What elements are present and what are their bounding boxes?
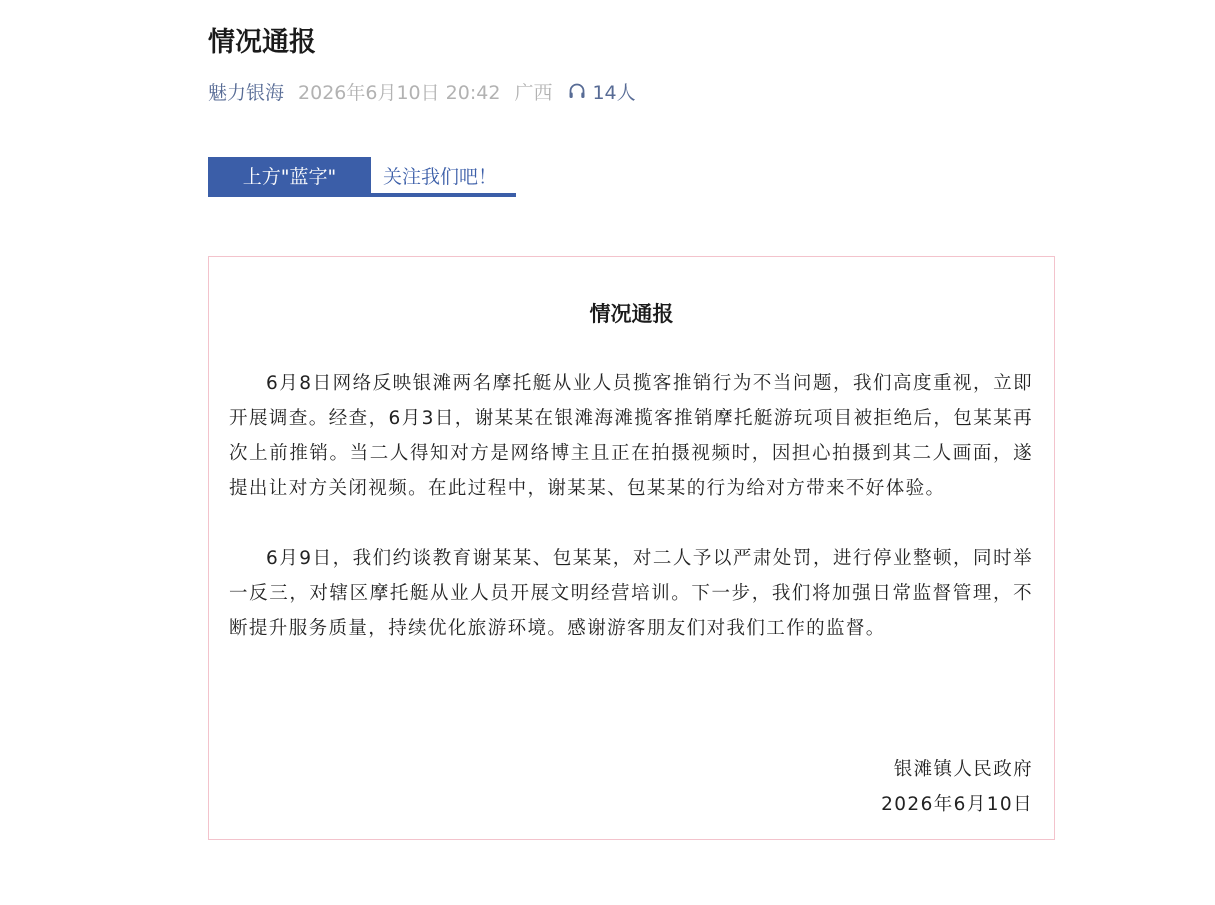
follow-banner-label: 上方"蓝字" [208,157,371,193]
article-title: 情况通报 [208,27,316,58]
publish-time: 2026年6月10日 20:42 [298,81,501,104]
account-name-link[interactable]: 魅力银海 [208,81,285,104]
publish-region: 广西 [514,81,553,104]
follow-banner [208,157,516,197]
notice-body [229,366,1033,646]
listen-count: 14人 [592,81,636,104]
notice-paragraph: 6月9日，我们约谈教育谢某某、包某某，对二人予以严肃处罚，进行停业整顿，同时举一反三，对辖区摩托艇从业人员开展文明经营培训。下一步，我们将加强日常监督管理，不断提升服务质量，持续优化旅游环境。感谢游客朋友们对我们工作的监督。 [229,548,1033,639]
notice-signature: 银滩镇人民政府 [893,759,1033,780]
article-meta [208,78,636,104]
notice-date: 2026年6月10日 [881,794,1033,815]
follow-banner-text: 关注我们吧！ [383,165,498,188]
listen-button[interactable] [568,78,635,105]
notice-paragraph: 6月8日网络反映银滩两名摩托艇从业人员揽客推销行为不当问题，我们高度重视，立即开展调查。经查，6月3日，谢某某在银滩海滩揽客推销摩托艇游玩项目被拒绝后，包某某再次上前推销。当二人得知对方是网络博主且正在拍摄视频时，因担心拍摄到其二人画面，遂提出让对方关闭视频。在此过程中，谢某某、包某某的行为给对方带来不好体验。 [229,373,1033,499]
headphone-icon [568,82,586,100]
notice-title: 情况通报 [589,302,674,326]
notice-signature-block [881,752,1033,822]
notice-box [208,256,1055,840]
